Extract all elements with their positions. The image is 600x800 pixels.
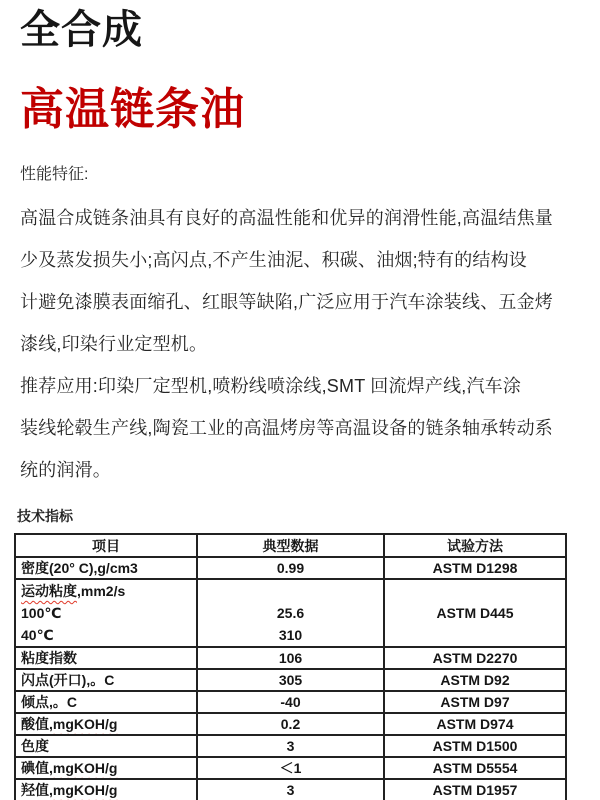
spec-label: [15, 579, 197, 647]
spec-value: -40: [197, 691, 384, 713]
viscosity-value-100: 25.6: [276, 605, 305, 621]
viscosity-temp-40: 40℃: [21, 627, 54, 643]
viscosity-value-blank: [203, 580, 378, 602]
spec-method: ASTM D974: [384, 713, 566, 735]
spec-method: ASTM D445: [384, 579, 566, 647]
spec-label: 碘值,mgKOH/g: [15, 757, 197, 779]
table-row: [15, 757, 566, 779]
paragraph-line: 计避免漆膜表面缩孔、红眼等缺陷,广泛应用于汽车涂装线、五金烤: [20, 292, 553, 312]
spec-method: ASTM D2270: [384, 647, 566, 669]
table-header-row: [15, 534, 566, 557]
spec-method: ASTM D5554: [384, 757, 566, 779]
spec-label: 粘度指数: [15, 647, 197, 669]
spec-label: 羟值,mgKOH/g: [15, 779, 197, 800]
spec-value: 3: [197, 779, 384, 800]
spec-label: 倾点,。C: [15, 691, 197, 713]
table-row: [15, 691, 566, 713]
paragraph-line: 推荐应用:印染厂定型机,喷粉线喷涂线,SMT 回流焊产线,汽车涂: [20, 376, 522, 396]
table-row: [15, 579, 566, 647]
viscosity-value-40: 310: [278, 627, 303, 643]
product-series-title: 全合成: [20, 8, 143, 52]
spec-method: ASTM D97: [384, 691, 566, 713]
spec-method: ASTM D92: [384, 669, 566, 691]
performance-paragraph: [20, 197, 582, 365]
spec-label: 色度: [15, 735, 197, 757]
viscosity-temp-100: 100℃: [21, 605, 62, 621]
spec-value: ＜1: [197, 757, 384, 779]
product-name-title: 高温链条油: [20, 85, 245, 134]
paragraph-line: 装线轮毂生产线,陶瓷工业的高温烤房等高温设备的链条轴承转动系: [20, 418, 553, 438]
specs-table: [14, 533, 567, 800]
paragraph-line: 统的润滑。: [20, 460, 111, 480]
spec-value: 3: [197, 735, 384, 757]
spec-label: 酸值,mgKOH/g: [15, 713, 197, 735]
table-row: [15, 713, 566, 735]
spec-label: 密度(20° C),g/cm3: [15, 557, 197, 579]
application-paragraph: [20, 365, 582, 491]
spec-method: ASTM D1298: [384, 557, 566, 579]
spec-value: 305: [197, 669, 384, 691]
spec-value: 106: [197, 647, 384, 669]
performance-heading: 性能特征:: [20, 166, 89, 183]
spec-label: 闪点(开口),。C: [15, 669, 197, 691]
paragraph-line: 高温合成链条油具有良好的高温性能和优异的润滑性能,高温结焦量: [20, 208, 553, 228]
column-header-item: 项目: [15, 534, 197, 557]
paragraph-line: 少及蒸发损失小;高闪点,不产生油泥、积碳、油烟;特有的结构设: [20, 250, 527, 270]
table-row: [15, 669, 566, 691]
paragraph-line: 漆线,印染行业定型机。: [20, 334, 208, 354]
spec-method: ASTM D1500: [384, 735, 566, 757]
table-row: [15, 647, 566, 669]
table-row: [15, 557, 566, 579]
column-header-test-method: 试验方法: [384, 534, 566, 557]
spec-method: ASTM D1957: [384, 779, 566, 800]
table-row: [15, 735, 566, 757]
viscosity-label-line: 运动粘度,mm2/s: [21, 583, 126, 599]
table-row: [15, 779, 566, 800]
specs-section-title: 技术指标: [17, 508, 73, 524]
spec-value: 0.99: [197, 557, 384, 579]
column-header-typical-data: 典型数据: [197, 534, 384, 557]
spec-value: [197, 579, 384, 647]
spec-value: 0.2: [197, 713, 384, 735]
